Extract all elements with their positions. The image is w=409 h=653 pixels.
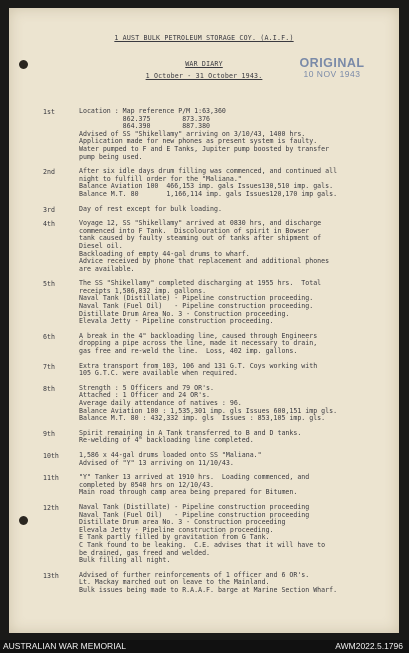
entry-line: Strength : 5 Officers and 79 OR's. [79, 383, 214, 392]
entry-date: 2nd [43, 168, 55, 177]
entry-date: 9th [43, 429, 55, 438]
diary-title: WAR DIARY [185, 60, 223, 68]
diary-entry [9, 108, 399, 161]
entry-date: 13th [43, 571, 59, 580]
entry-text [79, 572, 399, 595]
entry-line: Naval Tank (Fuel Oil) - Pipeline construction proceeding [79, 510, 310, 519]
footer-accession: AWM2022.5.1796 [335, 641, 403, 651]
entry-line: Balance Aviation 100 466,153 imp. gals Issues130,510 imp. gals. [79, 182, 334, 191]
entry-text [79, 385, 399, 423]
entry-line: 105 G.T.C. were available when required. [79, 369, 238, 378]
diary-entry [9, 280, 399, 326]
entry-line: After six idle days drum filling was commenced, and continued all [79, 167, 338, 176]
entry-line: night to fulfill order for the "Maliana." [79, 174, 242, 183]
entry-line: tank caused by faulty steaming out of tanks after shipment of [79, 234, 322, 243]
entry-line: receipts 1,586,832 imp. gallons. [79, 286, 207, 295]
entry-line: Elevala Jetty - Pipeline construction proceeding. [79, 525, 274, 534]
entry-line: Balance M.T. 80 : 432,332 imp. gls Issues : 853,105 imp. gls. [79, 414, 326, 423]
entry-line: 864.390 887.380 [79, 122, 211, 131]
entry-line: be drained, gas freed and welded. [79, 548, 211, 557]
entry-line: "Y" Tanker 13 arrived at 1910 hrs. Loading commenced, and [79, 473, 310, 482]
received-stamp [292, 56, 372, 79]
entry-line: Naval Tank (Distillate) - Pipeline construction proceeding [79, 502, 310, 511]
entry-line: Attached : 1 Officer and 24 OR's. [79, 391, 211, 400]
entry-text [79, 363, 399, 378]
diary-entry [9, 220, 399, 273]
entry-date: 1st [43, 108, 55, 116]
diary-entry [9, 385, 399, 423]
entry-line: Lt. Mackay marched out on leave to the Mainland. [79, 578, 270, 587]
entry-line: Bulk filling all night. [79, 556, 171, 565]
entry-line: Balance M.T. 80 1,166,114 imp. gals Issues120,170 imp gals. [79, 189, 338, 198]
entry-line: C Tank found to be leaking. C.E. advises that it will have to [79, 540, 326, 549]
entry-date: 5th [43, 280, 55, 289]
entry-line: Diesel oil. [79, 241, 123, 250]
diary-page [9, 8, 399, 633]
entry-line: Water pumped to F and E Tanks, Jupiter pump boosted by transfer [79, 144, 330, 153]
entry-line: Bulk issues being made to R.A.A.F. barge at Marine Section Wharf. [79, 585, 338, 594]
entry-line: Naval Tank (Fuel Oil) - Pipeline construction proceeding. [79, 302, 314, 311]
footer-source: AUSTRALIAN WAR MEMORIAL [3, 641, 126, 651]
entry-date: 12th [43, 503, 59, 512]
entry-line: Application made for new phones as present system is faulty. [79, 137, 318, 146]
entry-date: 7th [43, 362, 55, 371]
entry-line: Advised of further reinforcements of 1 officer and 6 OR's. [79, 570, 310, 579]
entry-date: 11th [43, 474, 59, 483]
unit-title: 1 AUST BULK PETROLEUM STORAGE COY. (A.I.F.) [114, 34, 294, 42]
entry-line: Extra transport from 103, 106 and 131 G.T. Coys working with [79, 361, 318, 370]
entry-date: 10th [43, 451, 59, 460]
entry-line: Voyage 12, SS "Shikellamy" arrived at 0830 hrs, and discharge [79, 219, 322, 228]
stamp-original: ORIGINAL [299, 56, 365, 70]
stamp-date: 10 NOV 1943 [303, 69, 361, 79]
footer-bar [0, 640, 409, 653]
entry-line: Distillate Drum Area No. 3 - Construction proceeding. [79, 309, 290, 318]
entry-text [79, 504, 399, 565]
entry-line: Spirit remaining in A Tank transferred to B and D tanks. [79, 428, 302, 437]
diary-entry [9, 168, 399, 198]
entry-date: 8th [43, 384, 55, 393]
diary-entry [9, 452, 399, 467]
diary-entry [9, 572, 399, 595]
entry-line: Distillate Drum area No. 3 - Construction proceeding [79, 518, 286, 527]
entry-line: gas free and re-weld the line. Loss, 402 imp. gallons. [79, 347, 298, 356]
entry-line: commenced into F Tank. Discolouration of spirit in Bowser [79, 226, 310, 235]
entry-line: completed by 0540 hrs on 12/10/43. [79, 480, 214, 489]
diary-entry [9, 474, 399, 497]
entry-line: Balance Aviation 100 : 1,535,301 imp. gls Issues 600,151 imp gls. [79, 406, 338, 415]
entry-text [79, 430, 399, 445]
entry-date: 6th [43, 332, 55, 341]
entry-line: 862.375 873.376 [79, 114, 211, 123]
entry-line: Re-welding of 4" backloading line completed. [79, 436, 254, 445]
diary-entry [9, 430, 399, 445]
diary-entry [9, 504, 399, 565]
entry-line: Backloading of empty 44-gal drums to wharf. [79, 249, 250, 258]
entry-text [79, 452, 399, 467]
entry-text [79, 168, 399, 198]
diary-entry [9, 206, 399, 214]
entry-text [79, 206, 399, 214]
diary-entry [9, 363, 399, 378]
diary-entries [9, 108, 399, 601]
entry-line: Main road through camp area being prepared for Bitumen. [79, 488, 298, 497]
entry-text [79, 333, 399, 356]
entry-line: Naval Tank (Distillate) - Pipeline construction proceeding. [79, 294, 314, 303]
entry-line: E Tank partly filled by gravitation from G Tank. [79, 533, 270, 542]
entry-line: The SS "Shikellamy" completed discharging at 1955 hrs. Total [79, 279, 322, 288]
entry-line: dropping a pipe across the line, made it necessary to drain, [79, 339, 318, 348]
entry-line: Advised of SS "Shikellamy" arriving on 3/10/43, 1400 hrs. [79, 129, 306, 138]
entry-line: Advised of "Y" 13 arriving on 11/10/43. [79, 458, 234, 467]
entry-line: Elevala Jetty - Pipeline construction proceeding. [79, 317, 274, 326]
entry-line: are available. [79, 264, 135, 273]
period: 1 October - 31 October 1943. [145, 72, 263, 80]
entry-line: Day of rest except for bulk loading. [79, 204, 222, 213]
entry-date: 3rd [43, 205, 55, 214]
entry-line: Average daily attendance of natives : 96. [79, 399, 242, 407]
entry-line: pump being used. [79, 152, 143, 161]
diary-entry [9, 333, 399, 356]
entry-line: Advice received by phone that replacement and additional phones [79, 257, 330, 266]
entry-line: A break in the 4" backloading line, caused through Engineers [79, 331, 318, 340]
entry-date: 4th [43, 220, 55, 229]
entry-text [79, 474, 399, 497]
entry-text [79, 220, 399, 273]
entry-text [79, 108, 399, 161]
entry-text [79, 280, 399, 326]
entry-line: 1,586 x 44-gal drums loaded onto SS "Maliana." [79, 450, 262, 459]
entry-line: Location : Map reference P/M 1:63,360 [79, 107, 226, 115]
